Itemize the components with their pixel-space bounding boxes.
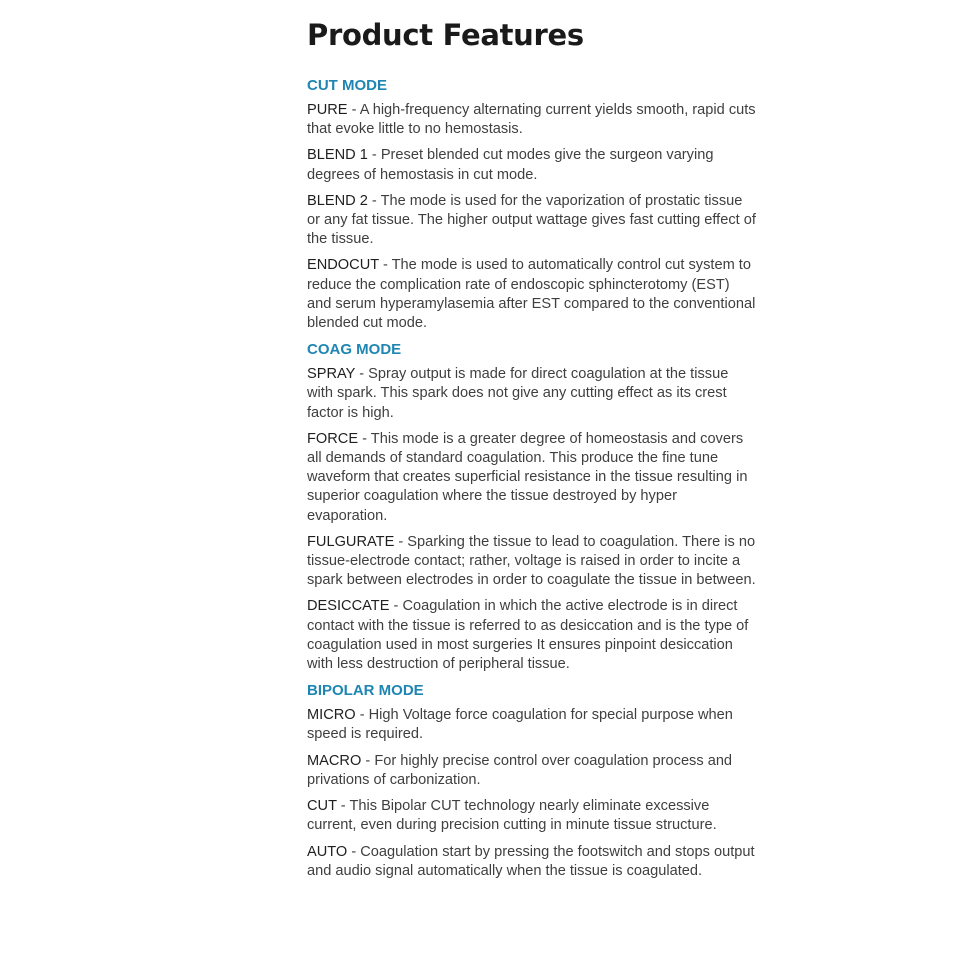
feature-micro: MICRO - High Voltage force coagulation for special purpose when speed is required. <box>307 707 733 743</box>
feature-description: The mode is used to automatically control cut system to reduce the complication rate of endoscopic sphincterotomy (EST) and serum hyperamylasemia after EST compared to the conventional blended cut mode. <box>307 257 756 332</box>
feature-blend-2: BLEND 2 - The mode is used for the vaporization of prostatic tissue or any fat tissue. The higher output wattage gives fast cutting effect of the tissue. <box>307 192 756 248</box>
feature-description: Coagulation in which the active electrode is in direct contact with the tissue is referred to as desiccation and is the type of coagulation used in most surgeries It ensures pinpoint desiccation with less destruction of peripheral tissue. <box>307 598 749 673</box>
section-coag-mode <box>307 340 757 674</box>
feature-description: Coagulation start by pressing the footswitch and stops output and audio signal automatically when the tissue is coagulated. <box>307 843 755 879</box>
section-cut-mode <box>307 76 757 333</box>
feature-endocut: ENDOCUT - The mode is used to automatically control cut system to reduce the complication rate of endoscopic sphincterotomy (EST) and serum hyperamylasemia after EST compared to the conventional blended cut mode. <box>307 257 756 332</box>
feature-pure: PURE - A high-frequency alternating current yields smooth, rapid cuts that evoke little to no hemostasis. <box>307 102 756 138</box>
feature-term: PURE <box>307 102 348 118</box>
feature-term: AUTO <box>307 843 348 860</box>
feature-description: Sparking the tissue to lead to coagulation. There is no tissue-electrode contact; rather, voltage is raised in order to incite a spark between electrodes in order to coagulate the tissue in between. <box>307 533 756 589</box>
feature-term: MICRO <box>307 707 356 724</box>
feature-auto: AUTO - Coagulation start by pressing the footswitch and stops output and audio signal automatically when the tissue is coagulated. <box>307 843 755 879</box>
section-bipolar-mode <box>307 681 757 881</box>
feature-force: FORCE - This mode is a greater degree of homeostasis and covers all demands of standard coagulation. This produce the fine tune waveform that creates superficial resistance in the tissue resulting in superior coagulation where the tissue destroyed by hyper evaporation. <box>307 430 748 524</box>
feature-description: A high-frequency alternating current yields smooth, rapid cuts that evoke little to no hemostasis. <box>307 102 756 138</box>
feature-description: Preset blended cut modes give the surgeon varying degrees of hemostasis in cut mode. <box>307 147 714 183</box>
product-features-document <box>307 16 757 888</box>
feature-term: SPRAY <box>307 366 356 383</box>
section-heading: COAG MODE <box>307 341 402 359</box>
feature-spray: SPRAY - Spray output is made for direct coagulation at the tissue with spark. This spark does not give any cutting effect as its crest factor is high. <box>307 366 729 421</box>
feature-description: The mode is used for the vaporization of prostatic tissue or any fat tissue. The higher output wattage gives fast cutting effect of the tissue. <box>307 192 756 248</box>
feature-description: Spray output is made for direct coagulation at the tissue with spark. This spark does not give any cutting effect as its crest factor is high. <box>307 366 729 421</box>
page-title: Product Features <box>307 18 584 52</box>
feature-description: High Voltage force coagulation for special purpose when speed is required. <box>307 707 733 743</box>
feature-cut: CUT - This Bipolar CUT technology nearly eliminate excessive current, even during precision cutting in minute tissue structure. <box>307 798 717 834</box>
section-heading: CUT MODE <box>307 77 387 94</box>
feature-fulgurate: FULGURATE - Sparking the tissue to lead to coagulation. There is no tissue-electrode contact; rather, voltage is raised in order to incite a spark between electrodes in order to coagulate the tissue in between. <box>307 533 756 589</box>
feature-blend-1: BLEND 1 - Preset blended cut modes give the surgeon varying degrees of hemostasis in cut mode. <box>307 147 714 183</box>
feature-term: FORCE <box>307 430 359 447</box>
feature-description: For highly precise control over coagulation process and privations of carbonization. <box>307 752 733 788</box>
feature-term: DESICCATE <box>307 598 390 615</box>
feature-term: ENDOCUT <box>307 257 379 274</box>
feature-description: This Bipolar CUT technology nearly eliminate excessive current, even during precision cutting in minute tissue structure. <box>307 798 717 834</box>
feature-desiccate: DESICCATE - Coagulation in which the active electrode is in direct contact with the tissue is referred to as desiccation and is the type of coagulation used in most surgeries It ensures pinpoint desiccation with less destruction of peripheral tissue. <box>307 598 749 673</box>
feature-description: This mode is a greater degree of homeostasis and covers all demands of standard coagulation. This produce the fine tune waveform that creates superficial resistance in the tissue resulting in superior coagulation where the tissue destroyed by hyper evaporation. <box>307 430 748 524</box>
feature-term: BLEND 1 <box>307 147 368 164</box>
feature-term: BLEND 2 <box>307 192 368 209</box>
feature-term: CUT <box>307 798 337 815</box>
feature-term: MACRO <box>307 752 362 769</box>
feature-macro: MACRO - For highly precise control over coagulation process and privations of carbonization. <box>307 752 733 788</box>
feature-term: FULGURATE <box>307 533 395 550</box>
section-heading: BIPOLAR MODE <box>307 682 424 700</box>
